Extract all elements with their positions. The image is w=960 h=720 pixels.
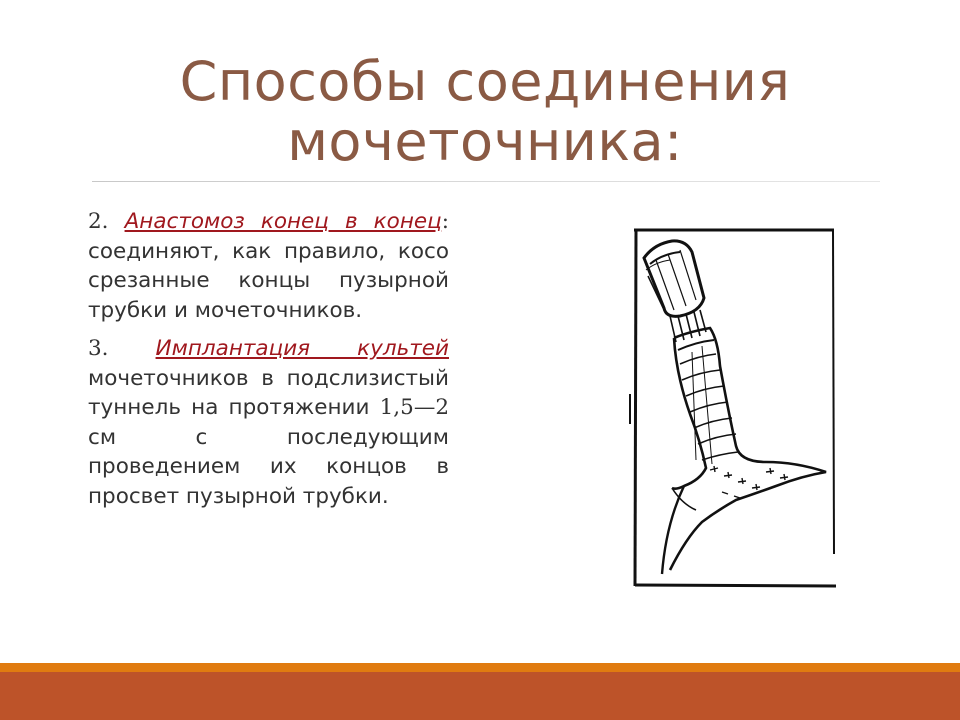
item-3-range: 1,5—2 bbox=[379, 395, 449, 420]
item-3-description-a: мочеточников в подслизистый туннель на протяжении bbox=[88, 365, 449, 420]
title-line-1: Способы соединения bbox=[179, 50, 791, 113]
illustration-frame bbox=[630, 230, 836, 586]
item-2-number: 2. bbox=[88, 209, 109, 234]
ureter bbox=[662, 328, 826, 574]
item-2 bbox=[88, 207, 449, 325]
item-3-number: 3. bbox=[88, 336, 109, 361]
catheter-tube bbox=[644, 241, 704, 316]
footer-band-orange bbox=[0, 663, 960, 672]
item-2-term: Анастомоз конец в конец bbox=[124, 209, 442, 234]
title-line-2: мочеточника: bbox=[287, 110, 683, 173]
item-2-description: соединяют, как правило, косо срезанные концы пузырной трубки и мочеточников. bbox=[88, 238, 449, 323]
item-3-description-b: см с последующим проведением их концов в просвет пузырной трубки. bbox=[88, 424, 449, 509]
item-3-term: Имплантация культей bbox=[155, 336, 449, 361]
footer-band-rust bbox=[0, 672, 960, 720]
slide-title bbox=[90, 52, 880, 172]
ureter-anastomosis-illustration bbox=[626, 224, 838, 588]
item-2-separator: : bbox=[441, 209, 449, 234]
suture-stitches bbox=[710, 466, 788, 498]
item-3 bbox=[88, 334, 449, 511]
body-text bbox=[88, 207, 449, 520]
title-divider bbox=[92, 181, 880, 182]
